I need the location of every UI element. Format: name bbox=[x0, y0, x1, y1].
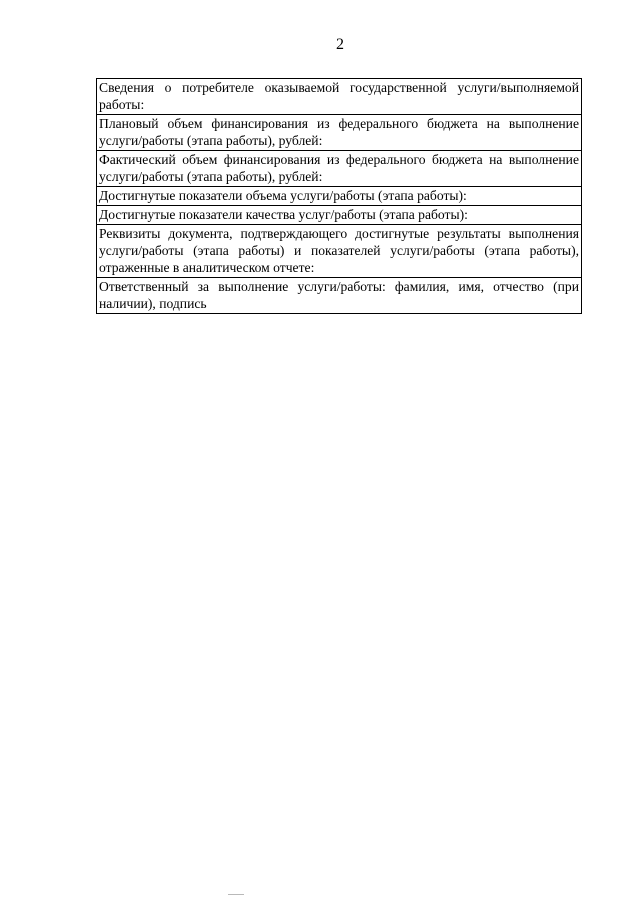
consumer-info-cell: Сведения о потребителе оказываемой государственной услуги/выполняемой работы: bbox=[97, 79, 582, 115]
report-form-table bbox=[96, 78, 582, 314]
actual-funding-cell: Фактический объем финансирования из федерального бюджета на выполнение услуги/работы (этапа работы), рублей: bbox=[97, 151, 582, 187]
planned-funding-cell: Плановый объем финансирования из федерального бюджета на выполнение услуги/работы (этапа работы), рублей: bbox=[97, 115, 582, 151]
page-number: 2 bbox=[336, 36, 344, 53]
scan-artifact bbox=[228, 894, 244, 895]
table-row bbox=[97, 206, 582, 225]
table-row bbox=[97, 187, 582, 206]
table-row bbox=[97, 115, 582, 151]
table-row bbox=[97, 151, 582, 187]
table-row bbox=[97, 225, 582, 278]
quality-indicators-cell: Достигнутые показатели качества услуг/работы (этапа работы): bbox=[97, 206, 582, 225]
table-row bbox=[97, 278, 582, 314]
responsible-person-cell: Ответственный за выполнение услуги/работы: фамилия, имя, отчество (при наличии), подпись bbox=[97, 278, 582, 314]
table-row bbox=[97, 79, 582, 115]
volume-indicators-cell: Достигнутые показатели объема услуги/работы (этапа работы): bbox=[97, 187, 582, 206]
document-details-cell: Реквизиты документа, подтверждающего достигнутые результаты выполнения услуги/работы (этапа работы) и показателей услуги/работы (этапа работы), отраженные в аналитическом отчете: bbox=[97, 225, 582, 278]
